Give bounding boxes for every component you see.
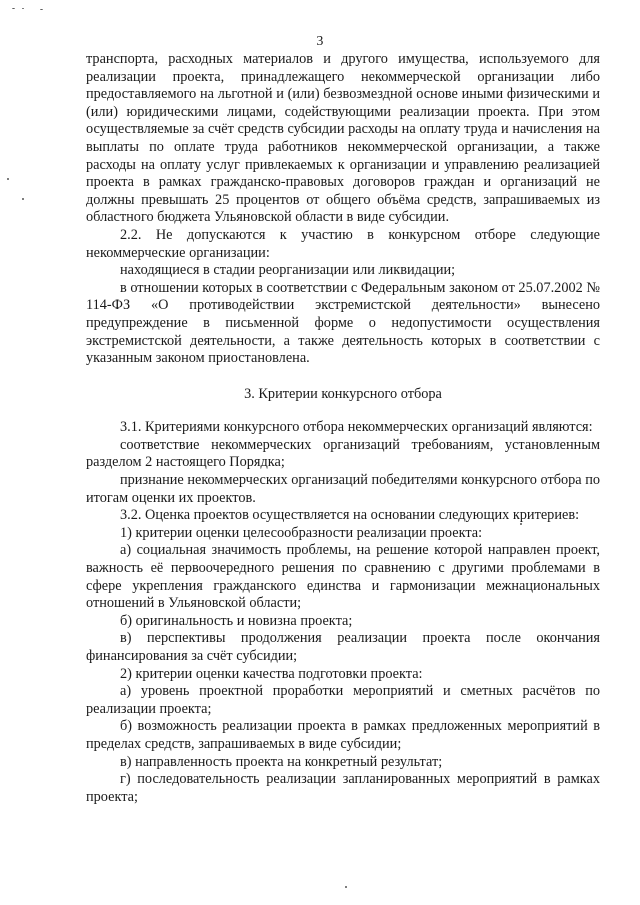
criteria-2-g: г) последовательность реализации запланированных мероприятий в рамках проекта; [86,771,600,805]
criteria-2-a: а) уровень проектной проработки мероприятий и сметных расчётов по реализации проекта; [86,683,600,717]
paragraph-3-1: 3.1. Критериями конкурсного отбора некоммерческих организаций являются: [120,419,593,436]
scan-speck [40,9,43,10]
criteria-1: 1) критерии оценки целесообразности реализации проекта: [120,524,483,541]
paragraph-winners: признание некоммерческих организаций победителями конкурсного отбора по итогам оценки их проектов. [86,472,601,506]
criteria-1-v: в) перспективы продолжения реализации проекта после окончания финансирования за счёт субсидии; [86,630,600,664]
page-number: 3 [316,34,324,49]
scan-speck [345,886,347,888]
paragraph-continuation: транспорта, расходных материалов и другого имущества, используемого для реализации проекта, принадлежащего некоммерческой организации либо предоставляемого на льготной и (или) безвозмездной основе иными физическими и (или) юридическими лицами, содействующими реализации проекта. При этом осуществляемые за счёт средств субсидии расходы на оплату труда и начисления на выплаты по оплате труда работников некоммерческой организации, а также расходы на оплату услуг привлекаемых к организации и управлению реализацией проекта в рамках гражданско-правовых договоров граждан и организаций не должны превышать 25 процентов от общего объёма средств, запрашиваемых из областного бюджета Ульяновской области в виде субсидии. [86,51,600,226]
paragraph-reorganization: находящиеся в стадии реорганизации или ликвидации; [120,262,456,279]
paragraph-2-2: 2.2. Не допускаются к участию в конкурсном отборе следующие некоммерческие организации: [86,226,600,261]
criteria-2: 2) критерии оценки качества подготовки проекта: [120,665,423,682]
scan-speck [7,178,9,180]
paragraph-requirements: соответствие некоммерческих организаций требованиям, установленным разделом 2 настоящего Порядка; [86,436,600,471]
section-3-heading: 3. Критерии конкурсного отбора [244,385,442,402]
scan-speck [12,8,15,9]
paragraph-extremism-law: в отношении которых в соответствии с Федеральным законом от 25.07.2002 № 114-ФЗ «О противодействии экстремистской деятельности» вынесено предупреждение в письменной форме о недопустимости осуществления экстремистской деятельности, а также деятельность которых в соответствии с указанным законом приостановлена. [86,279,600,367]
criteria-1-b: б) оригинальность и новизна проекта; [120,612,353,629]
scan-speck [520,523,522,525]
scan-speck [22,198,24,200]
criteria-2-b: б) возможность реализации проекта в рамках предложенных мероприятий в пределах средств, запрашиваемых в виде субсидии; [86,718,600,752]
scan-speck [22,8,24,9]
criteria-2-v: в) направленность проекта на конкретный результат; [120,753,443,770]
paragraph-3-2: 3.2. Оценка проектов осуществляется на основании следующих критериев: [120,507,580,524]
document-body [86,51,600,806]
criteria-1-a: а) социальная значимость проблемы, на решение которой направлен проект, важность её первоочередного решения по сравнению с другими проблемами в сфере укрепления гражданского единства и гармонизации межнациональных отношений в Ульяновской области; [86,542,600,612]
